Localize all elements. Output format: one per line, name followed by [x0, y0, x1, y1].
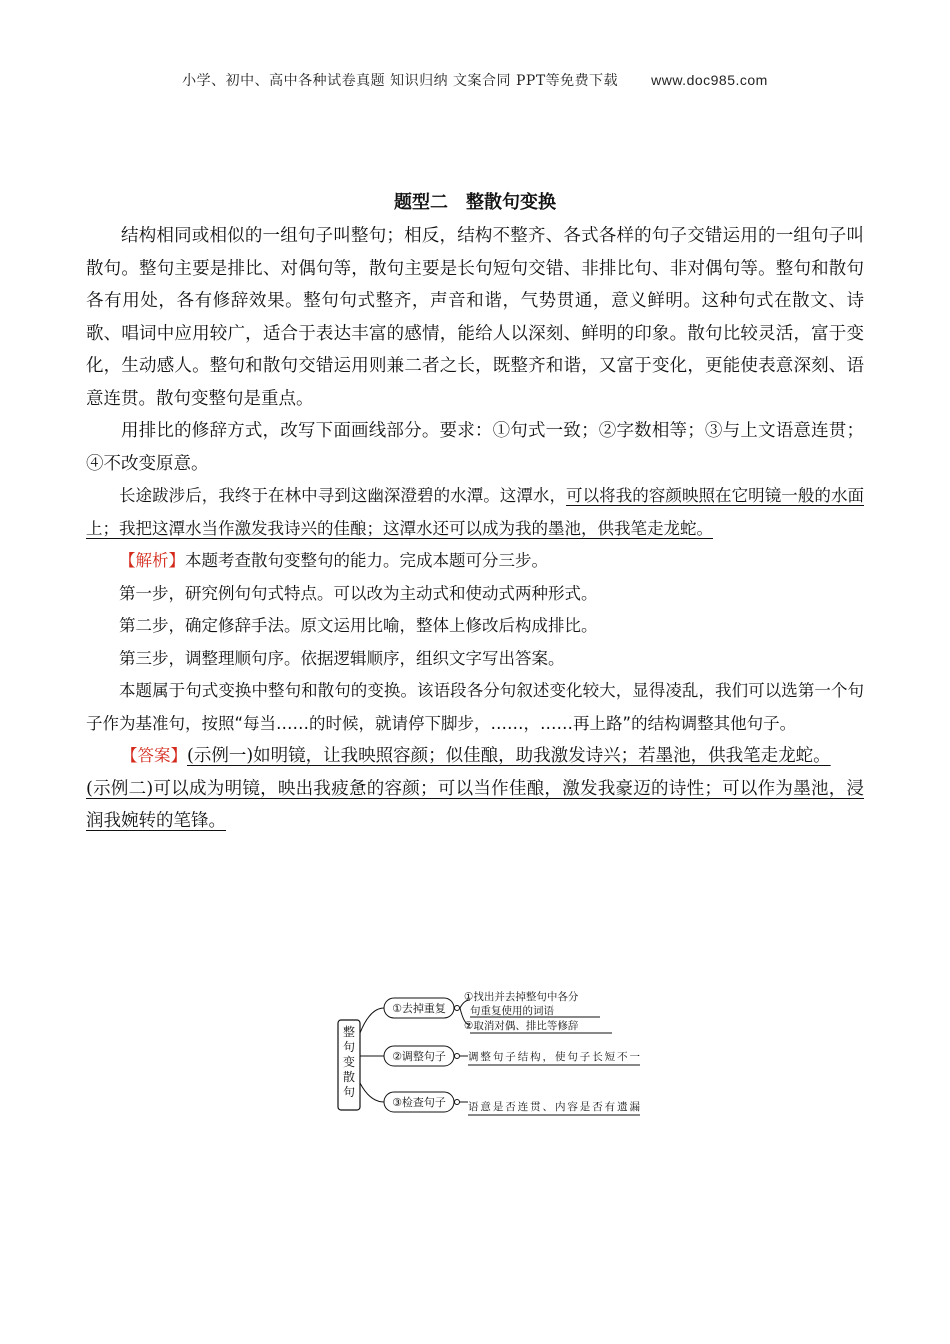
mindmap-root-char: 句 [342, 1040, 356, 1054]
mindmap-branch-3-leaf: 语意是否连贯、内容是否有遗漏 [468, 1101, 640, 1113]
analysis-tag: 【解析】 [119, 551, 185, 570]
analysis-paragraph [86, 545, 864, 578]
intro-paragraph: 结构相同或相似的一组句子叫整句；相反，结构不整齐、各式各样的句子交错运用的一组句子叫散句。整句主要是排比、对偶句等，散句主要是长句短句交错、非排比句、非对偶句等。整句和散句各有用处，各有修辞效果。整句句式整齐，声音和谐，气势贯通，意义鲜明。这种句式在散文、诗歌、唱词中应用较广，适合于表达丰富的感情，能给人以深刻、鲜明的印象。散句比较灵活，富于变化，生动感人。整句和散句交错运用则兼二者之长，既整齐和谐，又富于变化，更能使表意深刻、语意连贯。散句变整句是重点。 [86, 226, 864, 409]
analysis-summary: 本题属于句式变换中整句和散句的变换。该语段各分句叙述变化较大，显得凌乱，我们可以选第一个句子作为基准句，按照“每当……的时候，就请停下脚步，……，……再上路”的结构调整其他句子。 [86, 681, 864, 733]
answer-example-2: (示例二)可以成为明镜，映出我疲惫的容颜；可以当作佳酿，激发我豪迈的诗性；可以作为墨池，浸润我婉转的笔锋。 [86, 778, 864, 831]
mindmap-connector [360, 1008, 384, 1033]
mindmap-branch-1-leaf-2: ②取消对偶、排比等修辞 [464, 1020, 579, 1032]
mindmap-branch-2-leaf: 调整句子结构，使句子长短不一 [468, 1051, 640, 1063]
question-paragraph: 用排比的修辞方式，改写下面画线部分。要求：①句式一致；②字数相等；③与上文语意连贯；④不改变原意。 [86, 421, 864, 474]
header-url[interactable]: www.doc985.com [651, 72, 768, 88]
answer-paragraph [86, 740, 864, 773]
main-content [86, 220, 864, 838]
mindmap-branch-2-label: ②调整句子 [392, 1050, 446, 1063]
mindmap-branch-1-leaf-1-line-2: 句重复使用的词语 [470, 1005, 554, 1017]
mindmap-node-dot [455, 1054, 460, 1059]
passage-underlined: 可以将我的容颜映照在它明镜一般的水面上；我把这潭水当作激发我诗兴的佳酿；这潭水还可以成为我的墨池，供我笔走龙蛇。 [86, 486, 865, 538]
mindmap-root-char: 变 [342, 1055, 356, 1069]
section-title: 题型二 整散句变换 [394, 192, 556, 213]
analysis-text: 本题考查散句变整句的能力。完成本题可分三步。 [185, 551, 548, 570]
analysis-step-3: 第三步，调整理顺句序。依据逻辑顺序，组织文字写出答案。 [119, 648, 565, 668]
mindmap-branch-3-label: ③检查句子 [392, 1096, 446, 1109]
analysis-step-2: 第二步，确定修辞手法。原文运用比喻，整体上修改后构成排比。 [119, 616, 598, 635]
mindmap-root-char: 整 [342, 1025, 356, 1039]
mindmap-root-char: 句 [342, 1085, 356, 1099]
mindmap-branch-1-label: ①去掉重复 [392, 1002, 446, 1015]
mindmap-node-dot [455, 1006, 460, 1011]
page-header [0, 70, 950, 90]
header-text: 小学、初中、高中各种试卷真题 知识归纳 文案合同 PPT等免费下载 [182, 73, 619, 89]
mindmap-root-char: 散 [342, 1070, 356, 1084]
analysis-step-1: 第一步，研究例句句式特点。可以改为主动式和使动式两种形式。 [119, 583, 598, 603]
mindmap-branch-1-leaf-1-line-1: ①找出并去掉整句中各分 [464, 991, 579, 1003]
mindmap-connector [360, 1083, 384, 1102]
answer-example-2-paragraph [86, 773, 864, 838]
passage-plain: 长途跋涉后，我终于在林中寻到这幽深澄碧的水潭。这潭水， [119, 486, 567, 505]
answer-tag: 【答案】 [121, 746, 187, 765]
passage-paragraph [86, 480, 864, 545]
mindmap-node-dot [455, 1100, 460, 1105]
answer-example-1: (示例一)如明镜，让我映照容颜；似佳酿，助我激发诗兴；若墨池，供我笔走龙蛇。 [187, 746, 831, 766]
mind-map-diagram [330, 978, 650, 1123]
